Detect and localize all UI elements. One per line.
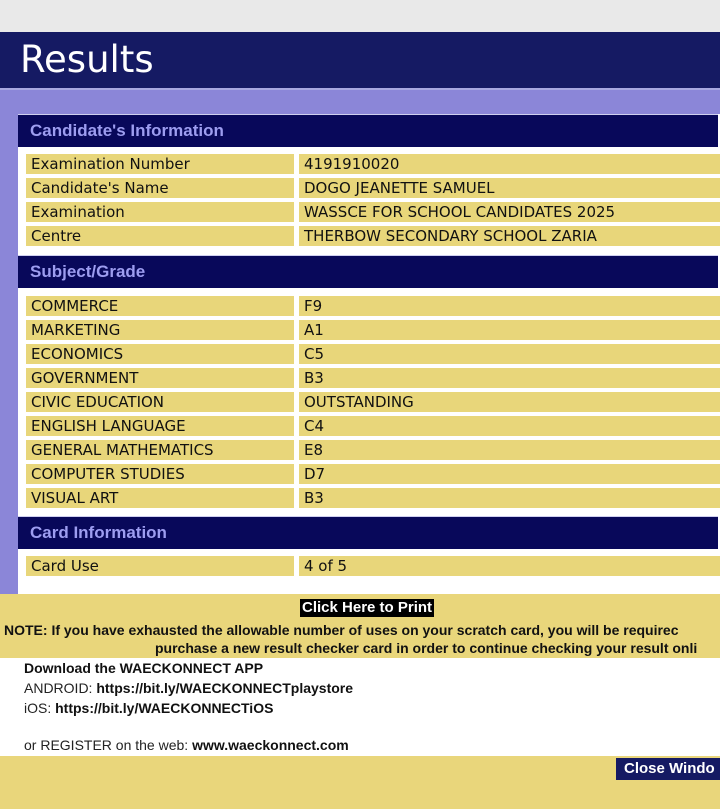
- table-row: [26, 486, 720, 510]
- android-link[interactable]: https://bit.ly/WAECKONNECTplaystore: [96, 680, 354, 696]
- app-download-title: Download the WAECKONNECT APP: [24, 660, 264, 676]
- table-row: [26, 224, 720, 248]
- candidate-info-heading-text: Candidate's Information: [30, 121, 224, 140]
- subject-name: ECONOMICS: [26, 344, 294, 364]
- card-use-value: 4 of 5: [299, 556, 720, 576]
- page-header: [0, 32, 720, 90]
- subject-grade-heading: [18, 255, 718, 288]
- bottom-bar: [0, 756, 720, 809]
- print-note-area: [0, 594, 720, 658]
- table-row: [26, 152, 720, 176]
- subject-grade-table: [26, 294, 720, 510]
- subject-grade: B3: [299, 488, 720, 508]
- register-label: or REGISTER on the web:: [24, 737, 189, 753]
- table-row: [26, 390, 720, 414]
- table-row: [26, 414, 720, 438]
- subject-grade: D7: [299, 464, 720, 484]
- centre-label: Centre: [26, 226, 294, 246]
- ios-label: iOS:: [24, 700, 52, 716]
- exam-number-value: 4191910020: [299, 154, 720, 174]
- card-info-heading: [18, 516, 718, 549]
- app-download-section: [0, 658, 720, 756]
- subject-name: VISUAL ART: [26, 488, 294, 508]
- subject-name: GOVERNMENT: [26, 368, 294, 388]
- table-row: [26, 176, 720, 200]
- subject-grade: B3: [299, 368, 720, 388]
- subject-name: MARKETING: [26, 320, 294, 340]
- subject-grade: C5: [299, 344, 720, 364]
- android-label: ANDROID:: [24, 680, 93, 696]
- table-row: [26, 294, 720, 318]
- subject-grade: A1: [299, 320, 720, 340]
- card-info-heading-text: Card Information: [30, 523, 167, 542]
- candidate-name-label: Candidate's Name: [26, 178, 294, 198]
- table-row: [26, 462, 720, 486]
- subject-name: ENGLISH LANGUAGE: [26, 416, 294, 436]
- subject-grade: C4: [299, 416, 720, 436]
- subject-name: COMMERCE: [26, 296, 294, 316]
- card-use-label: Card Use: [26, 556, 294, 576]
- examination-value: WASSCE FOR SCHOOL CANDIDATES 2025: [299, 202, 720, 222]
- note-line-1: NOTE: If you have exhausted the allowable number of uses on your scratch card, you will be requirec: [4, 622, 679, 638]
- results-inner: [18, 114, 720, 594]
- table-row: [26, 342, 720, 366]
- subject-name: GENERAL MATHEMATICS: [26, 440, 294, 460]
- examination-label: Examination: [26, 202, 294, 222]
- note-line-2: purchase a new result checker card in order to continue checking your result onli: [155, 640, 698, 656]
- centre-value: THERBOW SECONDARY SCHOOL ZARIA: [299, 226, 720, 246]
- table-row: [26, 438, 720, 462]
- top-bar: [0, 0, 720, 32]
- close-window-button[interactable]: Close Windo: [616, 758, 720, 780]
- subject-grade: OUTSTANDING: [299, 392, 720, 412]
- candidate-info-heading: [18, 114, 718, 147]
- subject-grade: F9: [299, 296, 720, 316]
- candidate-info-table: [26, 152, 720, 248]
- page-title: Results: [20, 38, 154, 81]
- card-info-table: [26, 554, 720, 578]
- subject-grade-heading-text: Subject/Grade: [30, 262, 146, 281]
- table-row: [26, 366, 720, 390]
- subject-grade: E8: [299, 440, 720, 460]
- subject-name: COMPUTER STUDIES: [26, 464, 294, 484]
- subject-name: CIVIC EDUCATION: [26, 392, 294, 412]
- register-link[interactable]: www.waeckonnect.com: [192, 737, 349, 753]
- exam-number-label: Examination Number: [26, 154, 294, 174]
- results-panel: [0, 90, 720, 594]
- print-button[interactable]: Click Here to Print: [302, 599, 433, 616]
- ios-link[interactable]: https://bit.ly/WAECKONNECTiOS: [55, 700, 274, 716]
- table-row: [26, 318, 720, 342]
- table-row: [26, 200, 720, 224]
- table-row: [26, 554, 720, 578]
- candidate-name-value: DOGO JEANETTE SAMUEL: [299, 178, 720, 198]
